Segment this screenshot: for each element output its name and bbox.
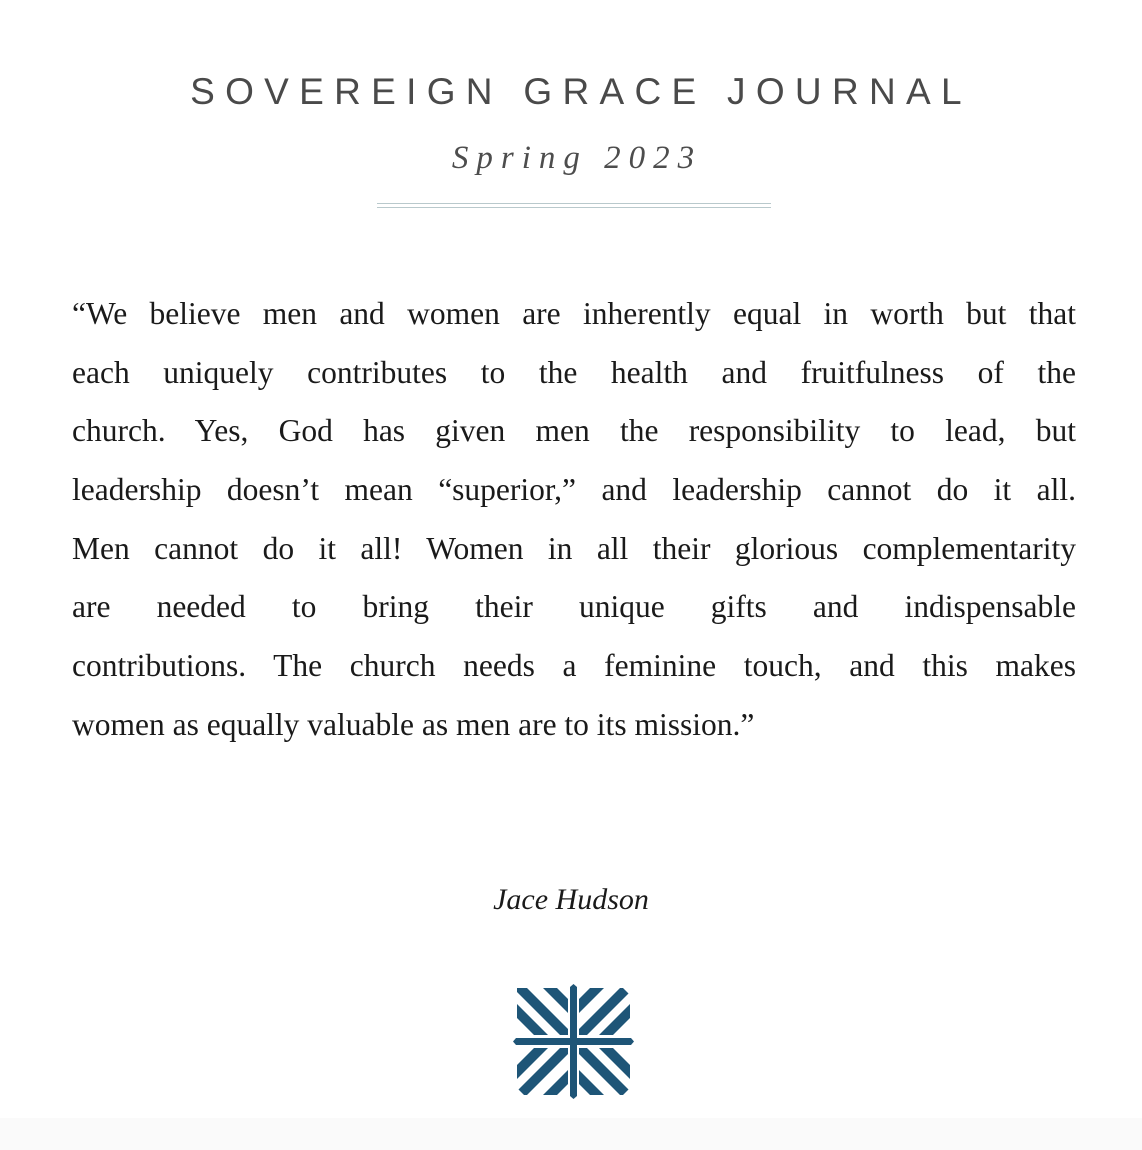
quote-line: each uniquely contributes to the health and fruitfulness of the — [72, 354, 1076, 390]
double-rule-divider — [377, 203, 771, 208]
quote-line: contributions. The church needs a feminine touch, and this makes — [72, 648, 1076, 684]
quote-line: women as equally valuable as men are to its mission.” — [72, 706, 755, 742]
quote-block — [72, 285, 1076, 755]
quote-line: are needed to bring their unique gifts and indispensable — [72, 589, 1076, 625]
publication-title: SOVEREIGN GRACE JOURNAL — [190, 71, 972, 112]
quote-line: leadership doesn’t mean “superior,” and leadership cannot do it all. — [72, 472, 1076, 508]
sovereign-grace-cross-logo-icon — [513, 984, 634, 1099]
page-bottom-band — [0, 1118, 1142, 1150]
issue-label: Spring 2023 — [451, 140, 703, 176]
quote-line: church. Yes, God has given men the responsibility to lead, but — [72, 413, 1076, 449]
quote-line: Men cannot do it all! Women in all their glorious complementarity — [72, 530, 1076, 566]
quote-line: “We believe men and women are inherently equal in worth but that — [72, 296, 1076, 331]
quote-author: Jace Hudson — [493, 883, 649, 916]
